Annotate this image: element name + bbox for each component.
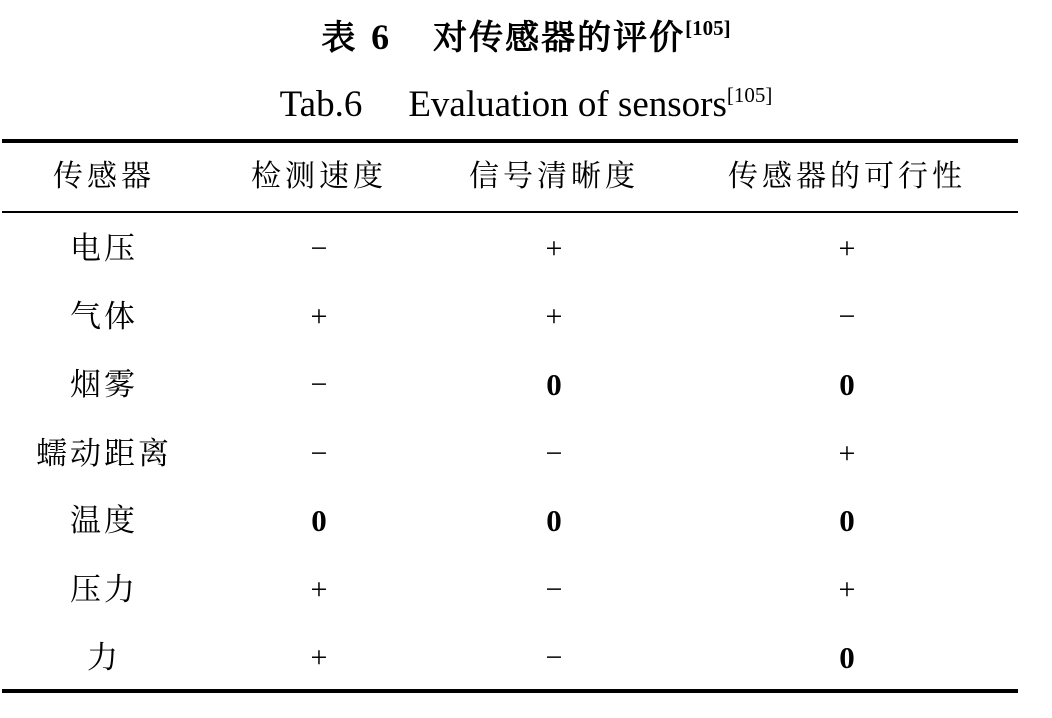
header-cell-signal-clarity: 信号清晰度: [469, 159, 639, 194]
rating-cell: +: [310, 573, 328, 606]
caption-en-prefix: Tab.6: [279, 84, 363, 125]
table-bottom-rule: [2, 689, 1018, 693]
rating-cell: +: [545, 232, 563, 265]
row-label-cell: 气体: [70, 299, 138, 335]
rating-cell: 0: [546, 503, 562, 538]
table-header-rule: [2, 211, 1018, 213]
rating-cell: +: [310, 300, 328, 333]
row-label-cell: 蠕动距离: [36, 436, 172, 472]
row-label-cell: 温度: [70, 503, 138, 539]
caption-en-text: Evaluation of sensors: [408, 84, 727, 125]
table-top-rule: [2, 139, 1018, 143]
header-cell-feasibility: 传感器的可行性: [728, 159, 966, 194]
rating-cell: −: [310, 368, 328, 401]
header-cell-sensor: 传感器: [53, 159, 155, 194]
caption-cn-prefix: 表: [321, 18, 358, 58]
rating-cell: 0: [839, 503, 855, 538]
header-cell-detection-speed: 检测速度: [251, 159, 387, 194]
row-label-cell: 电压: [70, 231, 138, 267]
row-label-cell: 压力: [70, 572, 138, 608]
table-caption-english: [0, 80, 1052, 130]
rating-cell: +: [838, 573, 856, 606]
rating-cell: −: [545, 437, 563, 470]
table-caption-chinese: [0, 14, 1052, 61]
rating-cell: +: [838, 232, 856, 265]
rating-cell: 0: [546, 367, 562, 402]
rating-cell: −: [310, 232, 328, 265]
rating-cell: +: [545, 300, 563, 333]
rating-cell: +: [310, 641, 328, 674]
rating-cell: −: [838, 300, 856, 333]
rating-cell: 0: [839, 367, 855, 402]
rating-cell: +: [838, 437, 856, 470]
caption-en-reference: [105]: [726, 83, 773, 107]
rating-cell: −: [545, 573, 563, 606]
rating-cell: 0: [311, 503, 327, 538]
caption-cn-reference: [105]: [685, 16, 731, 40]
rating-cell: −: [545, 641, 563, 674]
rating-cell: −: [310, 437, 328, 470]
caption-cn-text: 对传感器的评价: [433, 18, 686, 58]
caption-cn-number: 6: [371, 17, 392, 57]
rating-cell: 0: [839, 640, 855, 675]
row-label-cell: 力: [87, 640, 121, 676]
row-label-cell: 烟雾: [70, 367, 138, 403]
